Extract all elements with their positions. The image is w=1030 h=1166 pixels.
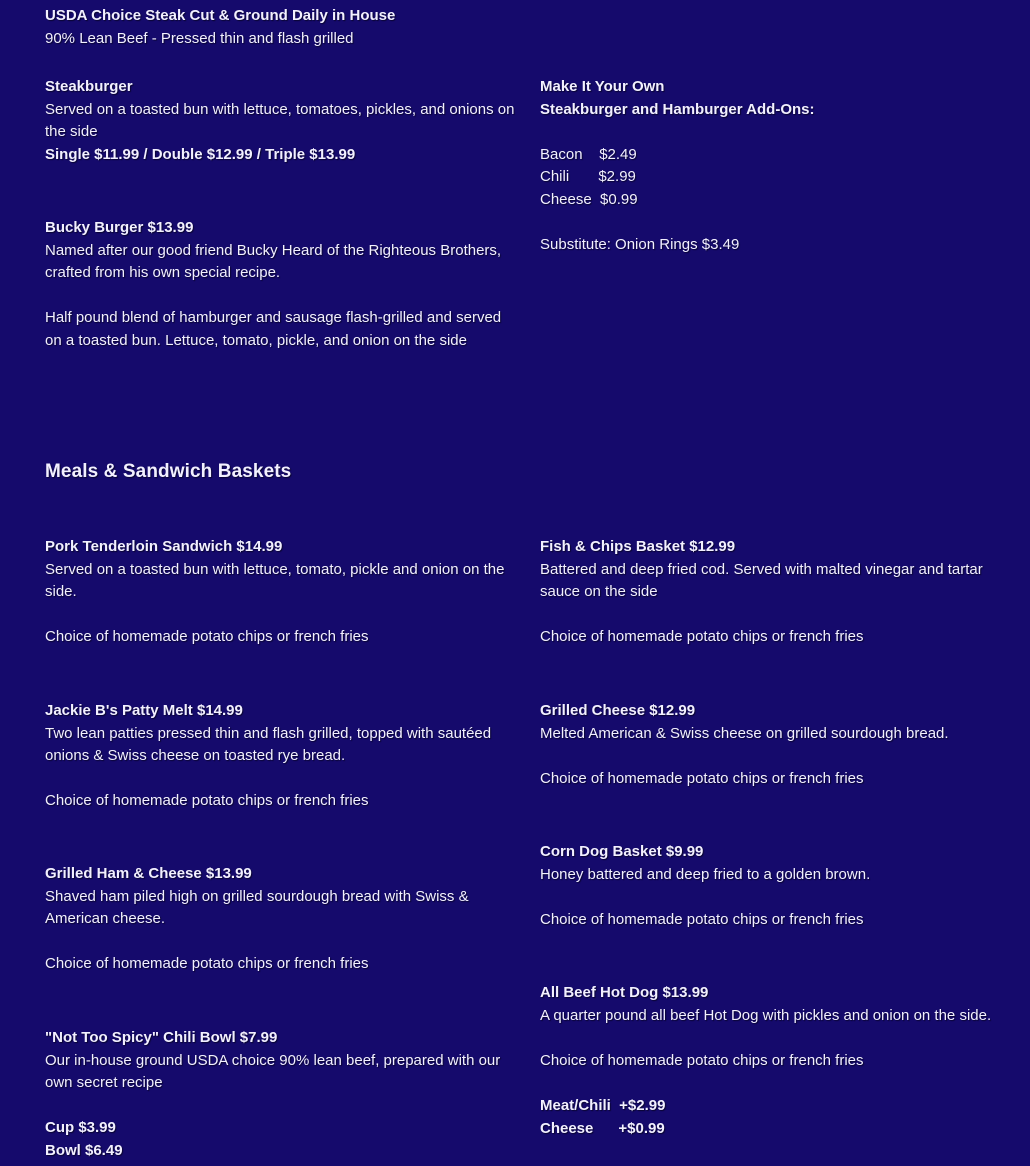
menu-item-bucky-burger <box>45 217 515 353</box>
menu-item-description: Shaved ham piled high on grilled sourdough bread with Swiss & American cheese. <box>45 887 469 928</box>
menu-item-description: Served on a toasted bun with lettuce, tomato, pickle and onion on the side. <box>45 560 505 601</box>
menu-item-extra-meat-chili: Meat/Chili +$2.99 <box>540 1096 666 1114</box>
menu-item-name: All Beef Hot Dog $13.99 <box>540 984 709 1001</box>
menu-item-side: Choice of homemade potato chips or french fries <box>540 628 864 646</box>
menu-item-description: Two lean patties pressed thin and flash grilled, topped with sautéed onions & Swiss cheese on toasted rye bread. <box>45 724 492 765</box>
menu-item-grilled-ham-cheese <box>45 863 515 976</box>
menu-item-side: Choice of homemade potato chips or french fries <box>45 792 369 810</box>
menu-item-name: Steakburger <box>45 78 133 95</box>
intro-subtitle: 90% Lean Beef - Pressed thin and flash grilled <box>45 29 354 47</box>
section-heading-meals: Meals & Sandwich Baskets <box>45 461 292 482</box>
menu-item-extra-cheese: Cheese +$0.99 <box>540 1119 665 1137</box>
menu-item-name: Jackie B's Patty Melt $14.99 <box>45 702 243 719</box>
addons-block <box>540 76 1000 257</box>
menu-item-name: "Not Too Spicy" Chili Bowl $7.99 <box>45 1029 278 1046</box>
menu-item-side: Choice of homemade potato chips or french fries <box>540 769 864 787</box>
menu-item-description: Battered and deep fried cod. Served with malted vinegar and tartar sauce on the side <box>540 560 983 601</box>
menu-item-description: Melted American & Swiss cheese on grilled sourdough bread. <box>540 724 949 742</box>
menu-item-name: Corn Dog Basket $9.99 <box>540 843 704 860</box>
menu-item-extra-bowl: Bowl $6.49 <box>45 1141 123 1159</box>
addon-cheese: Cheese $0.99 <box>540 190 638 208</box>
menu-item-side: Choice of homemade potato chips or french fries <box>45 955 369 973</box>
menu-item-description: Honey battered and deep fried to a golden brown. <box>540 865 871 883</box>
menu-item-description: Named after our good friend Bucky Heard of the Righteous Brothers, crafted from his own special recipe. <box>45 241 502 282</box>
menu-item-fish-chips <box>540 536 1000 649</box>
menu-item-hot-dog <box>540 982 1000 1140</box>
menu-item-grilled-cheese <box>540 700 1000 790</box>
menu-item-name: Grilled Cheese $12.99 <box>540 702 696 719</box>
addons-subtitle: Steakburger and Hamburger Add-Ons: <box>540 100 815 118</box>
menu-item-description: A quarter pound all beef Hot Dog with pickles and onion on the side. <box>540 1006 992 1024</box>
menu-item-name: Bucky Burger $13.99 <box>45 219 194 236</box>
menu-item-name: Pork Tenderloin Sandwich $14.99 <box>45 538 283 555</box>
menu-item-patty-melt <box>45 700 515 813</box>
intro-title: USDA Choice Steak Cut & Ground Daily in House <box>45 7 396 24</box>
addons-list <box>540 144 1000 212</box>
intro-block <box>45 5 515 50</box>
addons-substitute: Substitute: Onion Rings $3.49 <box>540 236 740 254</box>
menu-item-name: Fish & Chips Basket $12.99 <box>540 538 736 555</box>
menu-item-description: Our in-house ground USDA choice 90% lean beef, prepared with our own secret recipe <box>45 1051 501 1092</box>
addons-title: Make It Your Own <box>540 78 665 95</box>
menu-item-description: Served on a toasted bun with lettuce, tomatoes, pickles, and onions on the side <box>45 100 515 141</box>
menu-item-extra-cup: Cup $3.99 <box>45 1119 116 1137</box>
menu-item-side: Choice of homemade potato chips or french fries <box>540 1051 864 1069</box>
menu-item-price: Single $11.99 / Double $12.99 / Triple $13.99 <box>45 145 356 163</box>
addon-bacon: Bacon $2.49 <box>540 145 637 163</box>
menu-item-name: Grilled Ham & Cheese $13.99 <box>45 865 252 882</box>
menu-item-description-2: Half pound blend of hamburger and sausage flash-grilled and served on a toasted bun. Lettuce, tomato, pickle, and onion on the side <box>45 309 502 349</box>
menu-item-pork-tenderloin <box>45 536 515 649</box>
menu-item-corn-dog <box>540 841 1000 931</box>
menu-item-chili-bowl <box>45 1027 515 1163</box>
addon-chili: Chili $2.99 <box>540 168 636 186</box>
menu-item-side: Choice of homemade potato chips or french fries <box>45 628 369 646</box>
menu-item-side: Choice of homemade potato chips or french fries <box>540 910 864 928</box>
menu-item-steakburger <box>45 76 515 166</box>
